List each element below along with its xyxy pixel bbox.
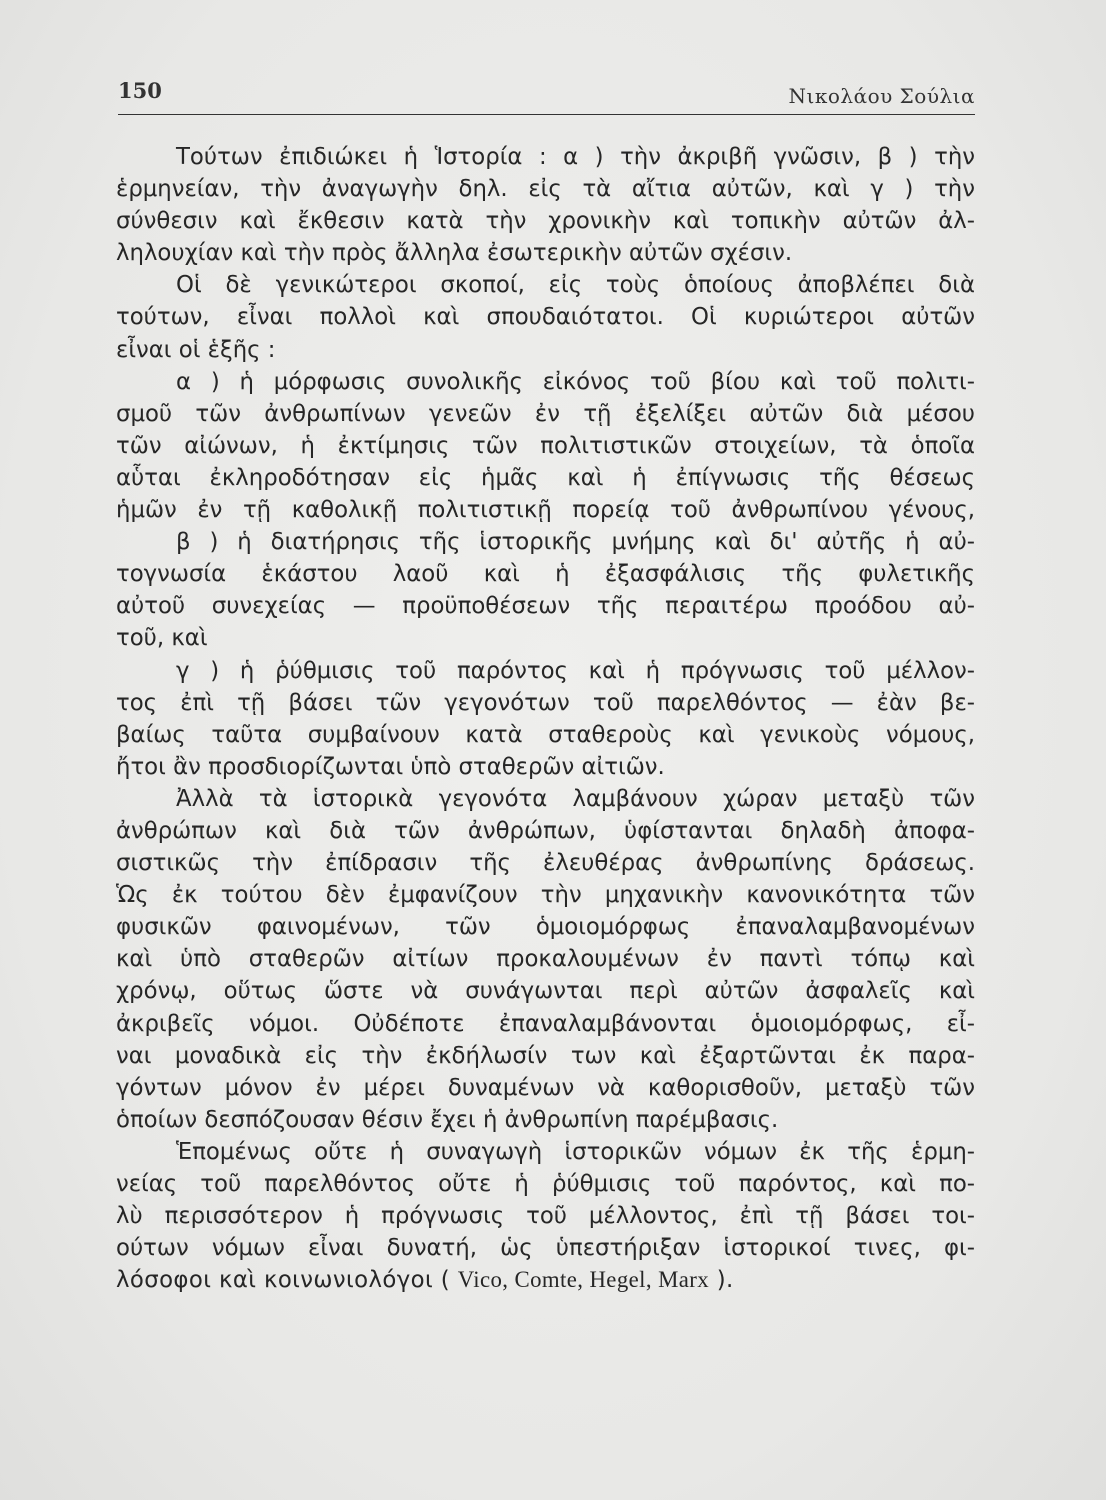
text-line: ούτων νόμων εἶναι δυνατή, ὡς ὑπεστήριξαν ἱστορικοί τινες, φι- xyxy=(116,1235,975,1262)
text-line: Ἀλλὰ τὰ ἱστορικὰ γεγονότα λαμβάνουν χώραν μεταξὺ τῶν xyxy=(176,785,975,812)
text-line: τοῦ, καὶ xyxy=(116,625,208,652)
text-line: τογνωσία ἑκάστου λαοῦ καὶ ἡ ἐξασφάλισις τῆς φυλετικῆς xyxy=(116,561,975,588)
text-line: αὗται ἐκληροδότησαν εἰς ἡμᾶς καὶ ἡ ἐπίγνωσις τῆς θέσεως xyxy=(116,464,975,491)
text-line: ἡμῶν ἐν τῇ καθολικῇ πολιτιστικῇ πορείᾳ τοῦ ἀνθρωπίνου γένους, xyxy=(116,497,975,524)
text-line: γόντων μόνον ἐν μέρει δυναμένων νὰ καθορισθοῦν, μεταξὺ τῶν xyxy=(116,1074,975,1101)
text-line-final xyxy=(116,1264,975,1296)
text-line: φυσικῶν φαινομένων, τῶν ὁμοιομόρφως ἐπαναλαμβανομένων xyxy=(116,914,975,941)
page-header xyxy=(118,78,975,118)
text-line: εἶναι οἱ ἑξῆς : xyxy=(116,336,276,363)
text-line: τος ἐπὶ τῇ βάσει τῶν γεγονότων τοῦ παρελθόντος — ἐὰν βε- xyxy=(116,689,975,716)
text-line: ἑρμηνείαν, τὴν ἀναγωγὴν δηλ. εἰς τὰ αἴτια αὐτῶν, καὶ γ ) τὴν xyxy=(116,176,975,203)
text-line: καὶ ὑπὸ σταθερῶν αἰτίων προκαλουμένων ἐν παντὶ τόπῳ καὶ xyxy=(116,946,975,973)
text-line: σύνθεσιν καὶ ἔκθεσιν κατὰ τὴν χρονικὴν καὶ τοπικὴν αὐτῶν ἀλ- xyxy=(116,208,975,235)
text-line: αὐτοῦ συνεχείας — προϋποθέσεων τῆς περαιτέρω προόδου αὐ- xyxy=(116,593,975,620)
final-line-end: ). xyxy=(716,1267,734,1294)
text-line: ἀνθρώπων καὶ διὰ τῶν ἀνθρώπων, ὑφίστανται δηλαδὴ ἀποφα- xyxy=(116,817,975,844)
text-line: Ὡς ἐκ τούτου δὲν ἐμφανίζουν τὴν μηχανικὴν κανονικότητα τῶν xyxy=(116,882,975,909)
text-line: νείας τοῦ παρελθόντος οὔτε ἡ ῥύθμισις τοῦ παρόντος, καὶ πο- xyxy=(116,1171,975,1197)
body-text xyxy=(116,141,975,1296)
text-line: Οἱ δὲ γενικώτεροι σκοποί, εἰς τοὺς ὁποίους ἀποβλέπει διὰ xyxy=(176,272,975,299)
text-line: ληλουχίαν καὶ τὴν πρὸς ἄλληλα ἐσωτερικὴν αὐτῶν σχέσιν. xyxy=(116,240,793,267)
text-line: Ἑπομένως οὔτε ἡ συναγωγὴ ἱστορικῶν νόμων ἐκ τῆς ἑρμη- xyxy=(176,1138,975,1165)
text-line: τῶν αἰώνων, ἡ ἐκτίμησις τῶν πολιτιστικῶν στοιχείων, τὰ ὁποῖα xyxy=(116,432,975,459)
text-line: βαίως ταῦτα συμβαίνουν κατὰ σταθεροὺς καὶ γενικοὺς νόμους, xyxy=(116,721,975,748)
text-line: α ) ἡ μόρφωσις συνολικῆς εἰκόνος τοῦ βίου καὶ τοῦ πολιτι- xyxy=(176,368,975,395)
text-line: ὁποίων δεσπόζουσαν θέσιν ἔχει ἡ ἀνθρωπίνη παρέμβασις. xyxy=(116,1106,779,1133)
text-line: τούτων, εἶναι πολλοὶ καὶ σπουδαιότατοι. Οἱ κυριώτεροι αὐτῶν xyxy=(116,304,975,331)
text-line: λὺ περισσότερον ἡ πρόγνωσις τοῦ μέλλοντος, ἐπὶ τῇ βάσει τοι- xyxy=(116,1203,975,1230)
text-line: χρόνῳ, οὕτως ὥστε νὰ συνάγωνται περὶ αὐτῶν ἀσφαλεῖς καὶ xyxy=(116,978,975,1005)
running-head: Νικολάου Σούλια xyxy=(788,84,975,108)
final-line-greek: λόσοφοι καὶ κοινωνιολόγοι ( xyxy=(116,1267,451,1294)
page-number: 150 xyxy=(118,78,162,103)
text-line: Τούτων ἐπιδιώκει ἡ Ἱστορία : α ) τὴν ἀκριβῆ γνῶσιν, β ) τὴν xyxy=(176,144,975,170)
text-line: ναι μοναδικὰ εἰς τὴν ἐκδήλωσίν των καὶ ἐξαρτῶνται ἐκ παρα- xyxy=(116,1042,975,1069)
text-line: σμοῦ τῶν ἀνθρωπίνων γενεῶν ἐν τῇ ἐξελίξει αὐτῶν διὰ μέσου xyxy=(116,400,975,427)
text-line: ἀκριβεῖς νόμοι. Οὐδέποτε ἐπαναλαμβάνονται ὁμοιομόρφως, εἶ- xyxy=(116,1010,975,1037)
philosophers-list: Vico, Comte, Hegel, Marx xyxy=(457,1267,710,1293)
text-line: ἤτοι ἂν προσδιορίζωνται ὑπὸ σταθερῶν αἰτιῶν. xyxy=(116,753,665,780)
text-line: γ ) ἡ ῥύθμισις τοῦ παρόντος καὶ ἡ πρόγνωσις τοῦ μέλλον- xyxy=(176,657,975,684)
text-line: σιστικῶς τὴν ἐπίδρασιν τῆς ἐλευθέρας ἀνθρωπίνης δράσεως. xyxy=(116,850,975,877)
text-line: β ) ἡ διατήρησις τῆς ἱστορικῆς μνήμης καὶ δι' αὐτῆς ἡ αὐ- xyxy=(176,529,975,556)
header-rule xyxy=(118,114,975,115)
